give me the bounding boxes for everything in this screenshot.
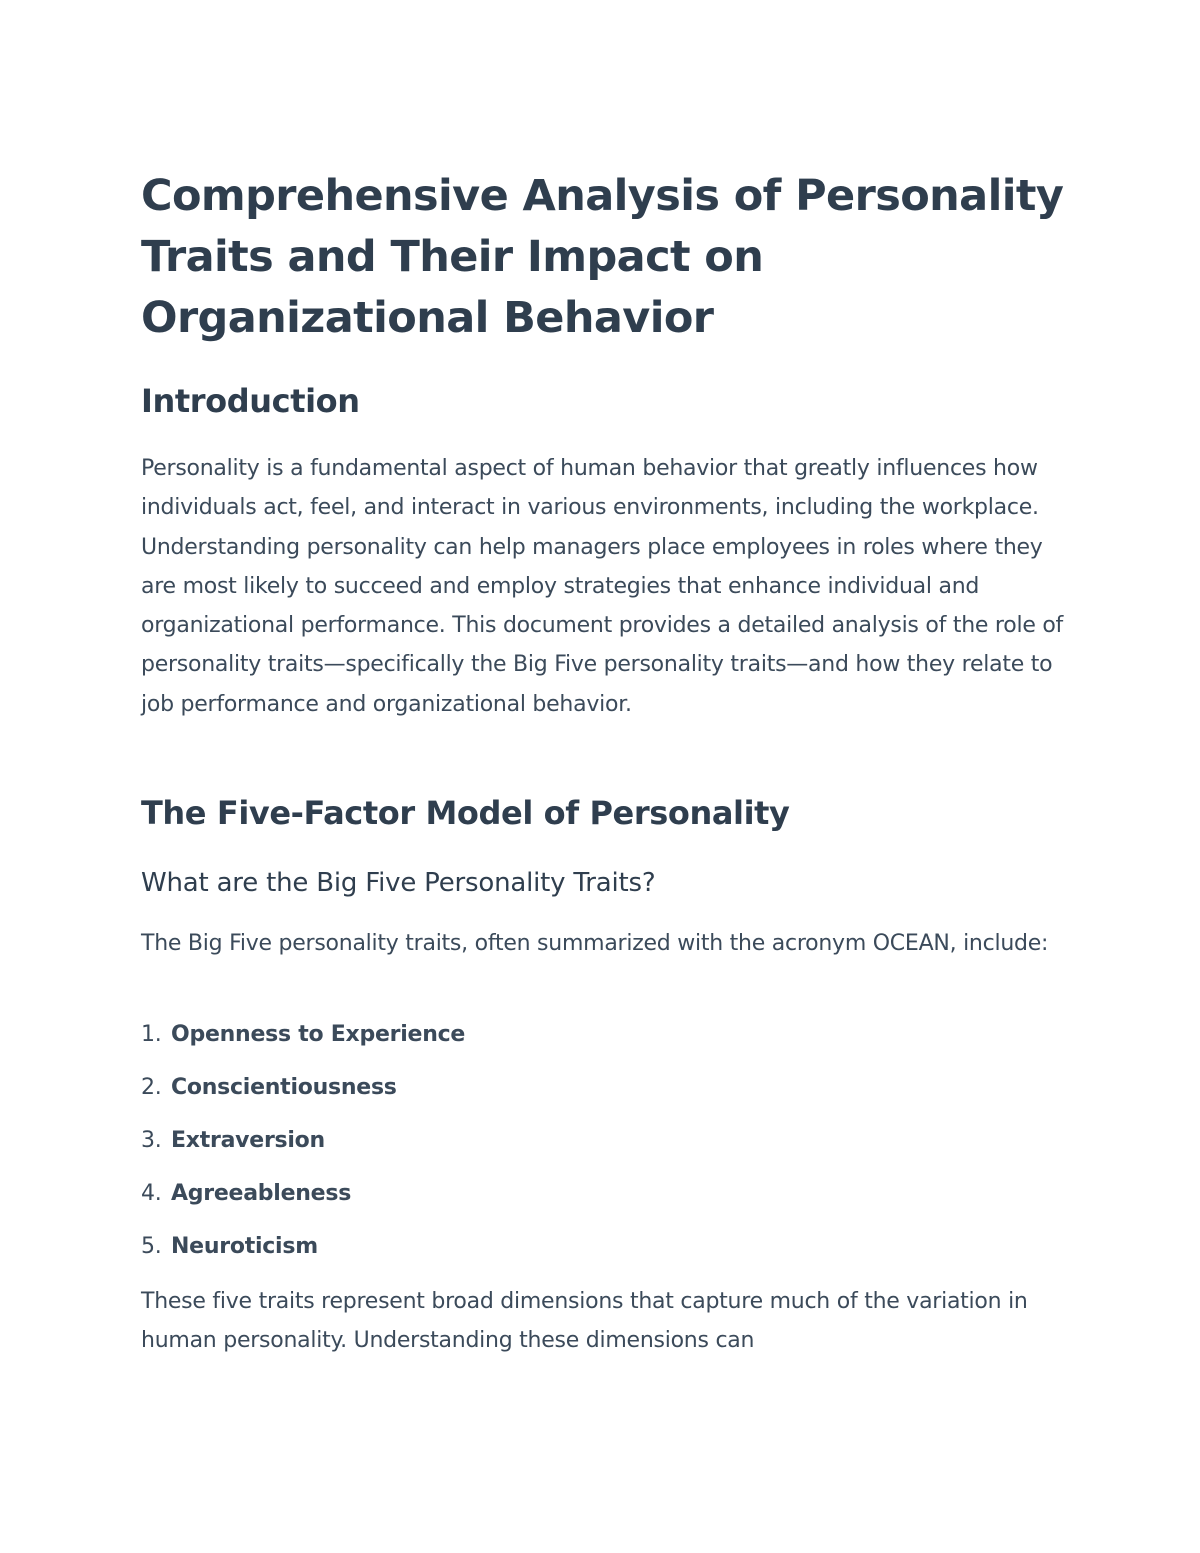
list-item bbox=[141, 1017, 741, 1070]
introduction-paragraph: Personality is a fundamental aspect of human behavior that greatly influences how individuals act, feel, and interact in various environments, including the workplace. Understanding personality can help managers place employees in roles where they are most likely to succeed and employ strategies that enhance individual and organizational performance. This document provides a detailed analysis of the role of personality traits—specifically the Big Five personality traits—and how they relate to job performance and organizational behavior. bbox=[141, 456, 1064, 717]
trait-number: 4. bbox=[141, 1181, 162, 1206]
big-five-subheading: What are the Big Five Personality Traits? bbox=[141, 868, 656, 898]
list-item bbox=[141, 1070, 741, 1123]
list-item bbox=[141, 1123, 741, 1176]
trait-name: Openness to Experience bbox=[171, 1022, 466, 1047]
trait-number: 2. bbox=[141, 1075, 162, 1100]
document-title: Comprehensive Analysis of Personality Traits and Their Impact on Organizational Behavior bbox=[141, 171, 1064, 343]
big-five-intro-paragraph: The Big Five personality traits, often summarized with the acronym OCEAN, include: bbox=[141, 931, 1049, 956]
trait-name: Neuroticism bbox=[171, 1234, 318, 1259]
trait-number: 5. bbox=[141, 1234, 162, 1259]
trait-number: 3. bbox=[141, 1128, 162, 1153]
list-item bbox=[141, 1176, 741, 1229]
introduction-heading: Introduction bbox=[141, 382, 360, 420]
big-five-trait-list bbox=[141, 1017, 741, 1282]
trait-name: Extraversion bbox=[171, 1128, 325, 1153]
five-factor-model-heading: The Five-Factor Model of Personality bbox=[141, 794, 790, 832]
trait-name: Conscientiousness bbox=[171, 1075, 397, 1100]
big-five-closing-paragraph: These five traits represent broad dimensions that capture much of the variation in human personality. Understanding these dimensions can bbox=[141, 1289, 1028, 1354]
trait-name: Agreeableness bbox=[171, 1181, 352, 1206]
list-item bbox=[141, 1229, 741, 1282]
document-page bbox=[141, 0, 1071, 1553]
trait-number: 1. bbox=[141, 1022, 162, 1047]
